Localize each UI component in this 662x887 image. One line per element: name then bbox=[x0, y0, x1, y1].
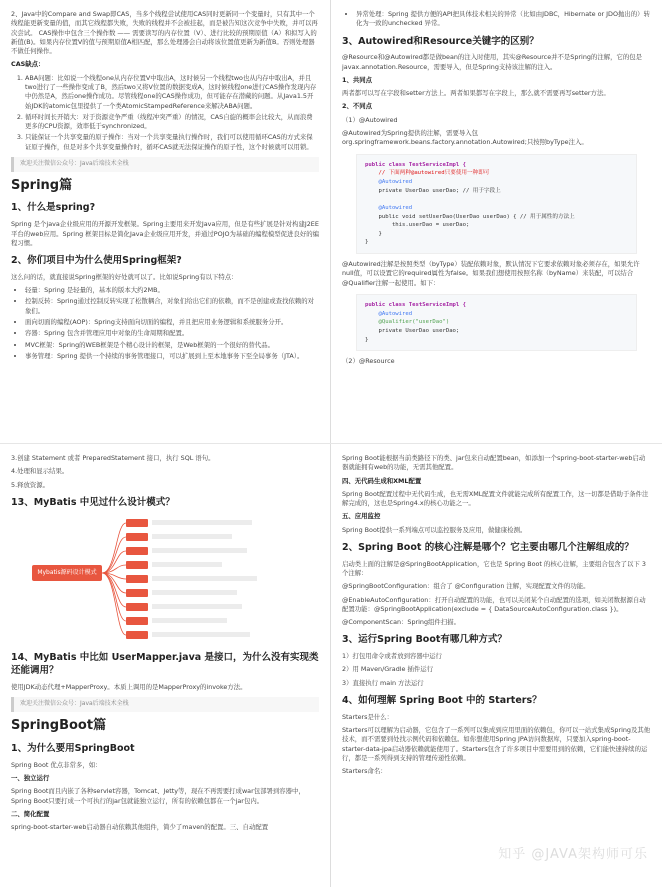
list-item: • 容器：Spring 包含并管理应用中对象的生命周期和配置。 bbox=[25, 329, 319, 338]
list-item: 3. 只能保证一个共享变量的原子操作：当对一个共享变量执行操作时，我们可以使用循环CAS的方式来保证原子操作，但是对多个共享变量操作时，循环CAS就无法保证操作的原子性，这个时候就可以用锁。 bbox=[25, 133, 319, 152]
step-text: 3.创建 Statement 或者 PreparedStatement 接口，执行 SQL 语句。 bbox=[11, 454, 215, 462]
list-item: • 控制反转：Spring通过控制反转实现了松散耦合，对象们给出它们的依赖，而不是创建或查找依赖的对象们。 bbox=[25, 297, 319, 316]
list-item: • 事务管理：Spring 提供一个持续的事务管理接口，可以扩展到上至本地事务下至全局事务（JTA）。 bbox=[25, 352, 319, 361]
list-item: • MVC框架：Spring的WEB框架是个精心设计的框架，是Web框架的一个很好的替代品。 bbox=[25, 341, 319, 350]
code-line: private UserDao userDao; bbox=[365, 327, 460, 334]
mindmap-node bbox=[126, 547, 148, 555]
mindmap-node bbox=[126, 617, 148, 625]
mindmap-node bbox=[126, 575, 148, 583]
answer-text: spring-boot-starter-web启动器自动依赖其他组件，简少了maven的配置。三、自动配置 bbox=[11, 823, 269, 832]
question-heading: 1、什么是spring? bbox=[11, 202, 96, 214]
subheading: Starters命名： bbox=[342, 767, 387, 776]
question-heading: 14、MyBatis 中比如 UserMapper.java 是接口，为什么没有实现类还能调用？ bbox=[11, 651, 319, 677]
answer-text: @Autowired为Spring提供的注解，需要导入包org.springframework.beans.factory.annotation.Autowired;只按照byType注入。 bbox=[342, 129, 588, 147]
subheading: 一、独立运行 bbox=[11, 774, 50, 782]
code-line: @Autowired bbox=[365, 204, 413, 211]
step-text: 4.处理和显示结果。 bbox=[11, 467, 69, 476]
list-item: 1. ABA问题：比如说一个线程one从内存位置V中取出A，这时候另一个线程two也从内存中取出A，并且two进行了一些操作变成了B，然后two又将V位置的数据变成A，这时候线程one进行CAS操作发现内存中仍然是A，然后one操作成功。尽管线程one的CAS操作成功，但可能存在潜藏的问题。从Java1.5开始JDK的atomic包里提供了一个类AtomicStampedReference来解决ABA问题。 bbox=[25, 74, 319, 111]
document-page-3 bbox=[0, 444, 331, 887]
subheading: 二、简化配置 bbox=[11, 809, 50, 818]
code-line: this.userDao = userDao; bbox=[365, 222, 470, 229]
code-line: @Qualifier("userDao") bbox=[365, 319, 450, 326]
run-method: 1）打包用命令或者放到容器中运行 bbox=[342, 652, 442, 661]
code-block-autowired bbox=[356, 154, 637, 255]
step-text: 5.释放资源。 bbox=[11, 480, 50, 489]
list-item: • 轻量：Spring 是轻量的，基本的版本大约2MB。 bbox=[25, 286, 319, 295]
answer-text: Spring Boot能根据当前类路径下的类、jar包来自动配置bean，如添加一个spring-boot-starter-web启动器就能拥有web的功能，无需其他配置。 bbox=[342, 454, 646, 472]
mindmap-branch-text bbox=[152, 576, 257, 581]
mindmap-branch-text bbox=[152, 604, 242, 609]
document-page-4 bbox=[331, 444, 662, 887]
code-line: @Autowired bbox=[365, 310, 413, 317]
section-title-spring: Spring篇 bbox=[11, 177, 73, 193]
answer-text: 这么问的话，就直接说Spring框架的好处就可以了。比如说Spring有以下特点： bbox=[11, 272, 238, 281]
answer-text: @Resource和@Autowired都是做bean的注入时使用，其实@Resource并不是Spring的注解，它的包是javax.annotation.Resource，需要导入，但是Spring支持该注解的注入。 bbox=[342, 53, 643, 71]
mindmap-node bbox=[126, 589, 148, 597]
zhihu-watermark: 知乎 @JAVA架构师可乐 bbox=[498, 847, 648, 863]
question-heading: 3、Autowired和Resource关键字的区别？ bbox=[342, 35, 539, 47]
cas-drawbacks-title: CAS缺点： bbox=[11, 60, 45, 69]
question-heading: 3、运行Spring Boot有哪几种方式？ bbox=[342, 634, 507, 646]
answer-text: Spring Boot配置过程中无代码生成，也无需XML配置文件就能完成所有配置工作，这一切都是借助于条件注解完成的，这也是Spring4.x的核心功能之一。 bbox=[342, 489, 649, 508]
code-line: // 下面两种@autowired只要使用一种即可 bbox=[365, 170, 490, 177]
question-heading: 2、Spring Boot 的核心注解是哪个？它主要由哪几个注解组成的？ bbox=[342, 541, 634, 553]
answer-text: Spring 是个java企业级应用的开源开发框架。Spring主要用来开发Java应用，但是有些扩展是针对构建J2EE平台的web应用。Spring 框架目标是简化Java企业级应用开发，并通过POJO为基础的编程模型促进良好的编程习惯。 bbox=[11, 220, 320, 247]
answer-text: Spring Boot提供一系列端点可以监控服务及应用，做健康检测。 bbox=[342, 525, 527, 534]
question-heading: 2、你们项目中为什么使用Spring框架? bbox=[11, 255, 182, 267]
run-method: 2）用 Maven/Gradle 插件运行 bbox=[342, 665, 434, 674]
mindmap-branch-text bbox=[152, 618, 227, 623]
answer-text: 使用JDK动态代理+MapperProxy。本质上调用的是MapperProxy的invoke方法。 bbox=[11, 683, 247, 692]
code-line: } bbox=[365, 239, 369, 246]
run-method: 3）直接执行 main 方法运行 bbox=[342, 678, 424, 687]
code-line: public void setUserDao(UserDao userDao) { // 用于属性的方法上 bbox=[365, 213, 575, 220]
question-heading: 4、如何理解 Spring Boot 中的 Starters？ bbox=[342, 695, 542, 707]
document-page-1 bbox=[0, 0, 331, 443]
annotation-text: @ComponentScan：Spring组件扫描。 bbox=[342, 618, 460, 627]
list-item: 2. 循环时间长开销大：对于资源竞争严重（线程冲突严重）的情况，CAS自旋的概率会比较大，从而浪费更多的CPU资源，效率低于synchronized。 bbox=[25, 113, 319, 132]
mindmap-node bbox=[126, 533, 148, 541]
design-pattern-mindmap bbox=[26, 515, 266, 643]
subheading: 1、共同点 bbox=[342, 75, 373, 84]
annotation-text: @SpringBootConfiguration：组合了 @Configuration 注解，实现配置文件的功能。 bbox=[342, 582, 590, 591]
spring-features-list bbox=[11, 286, 319, 361]
mindmap-node bbox=[126, 519, 148, 527]
code-line: } bbox=[365, 336, 369, 343]
answer-text: 两者都可以写在字段和setter方法上。两者如果都写在字段上，那么就不需要再写setter方法。 bbox=[342, 89, 610, 98]
subheading: 五、应用监控 bbox=[342, 512, 381, 521]
list-item: • 异常处理：Spring 提供方便的API把具体技术相关的异常（比如由JDBC，Hibernate or JDO抛出的）转化为一致的unchecked 异常。 bbox=[356, 10, 651, 29]
code-line: @Autowired bbox=[365, 178, 413, 185]
list-item: • 面向切面的编程(AOP)：Spring支持面向切面的编程，并且把应用业务逻辑和系统服务分开。 bbox=[25, 318, 319, 327]
answer-text: @Autowired注解是按照类型（byType）装配依赖对象，默认情况下它要求依赖对象必须存在，如果允许null值，可以设置它的required属性为false。如果我们想使用按照名称（byName）来装配，可以结合@Qualifier注解一起使用。如下： bbox=[342, 260, 640, 287]
mindmap-branch-text bbox=[152, 632, 250, 637]
mindmap-branch-text bbox=[152, 562, 222, 567]
follow-notice: 欢迎关注微信公众号：Java后端技术全栈 bbox=[11, 157, 319, 172]
code-line: private UserDao userDao; // 用于字段上 bbox=[365, 187, 501, 194]
mindmap-node bbox=[126, 603, 148, 611]
mindmap-node bbox=[126, 561, 148, 569]
exception-list bbox=[342, 10, 651, 29]
answer-text: 启动类上面的注解是@SpringBootApplication，它也是 Spring Boot 的核心注解，主要组合包含了以下 3 个注解： bbox=[342, 559, 646, 578]
code-line: public class TestServiceImpl { bbox=[365, 301, 467, 308]
answer-text: Spring Boot 优点非常多，如： bbox=[11, 760, 102, 769]
section-title-springboot: SpringBoot篇 bbox=[11, 718, 107, 734]
mindmap-node bbox=[126, 631, 148, 639]
subheading: Starters是什么： bbox=[342, 712, 394, 721]
cas-drawbacks-list bbox=[11, 74, 319, 152]
mindmap-root: Mybatis源码设计模式 bbox=[32, 565, 102, 581]
subheading: 2、不同点 bbox=[342, 102, 373, 111]
code-line: } bbox=[365, 230, 382, 237]
follow-notice: 欢迎关注微信公众号：Java后端技术全栈 bbox=[11, 697, 319, 712]
mindmap-branch-text bbox=[152, 534, 232, 539]
answer-text: Starters可以理解为启动器，它包含了一系列可以集成到应用里面的依赖包，你可以一站式集成Spring及其他技术，而不需要到处找示例代码和依赖包。如你想使用Spring JPA访问数据库，只要加入spring-boot-starter-data-jpa启动器依赖就能使用了。Starters包含了许多项目中需要用到的依赖，它们能快速持续的运行，都是一系列得到支持的管理传递性依赖。 bbox=[342, 726, 651, 762]
mindmap-branch-text bbox=[152, 590, 237, 595]
subheading: （2）@Resource bbox=[342, 357, 395, 366]
document-page-2 bbox=[331, 0, 662, 443]
subheading: 四、无代码生成和XML配置 bbox=[342, 476, 422, 485]
answer-text: Spring Boot而且内嵌了各种servlet容器，Tomcat、Jetty等，现在不再需要打成war包部署到容器中，Spring Boot只要打成一个可执行的jar包就能独立运行，所有的依赖包都在一个jar包内。 bbox=[11, 787, 305, 805]
mindmap-branch-text bbox=[152, 548, 247, 553]
question-heading: 13、MyBatis 中见过什么设计模式？ bbox=[11, 496, 175, 508]
question-heading: 1、为什么要用SpringBoot bbox=[11, 742, 135, 754]
code-line: public class TestServiceImpl { bbox=[365, 161, 467, 168]
mindmap-branch-text bbox=[152, 520, 252, 525]
subheading: （1）@Autowired bbox=[342, 115, 398, 124]
code-block-qualifier bbox=[356, 294, 637, 351]
annotation-text: @EnableAutoConfiguration：打开自动配置的功能，也可以关闭某个自动配置的选项，如关闭数据源自动配置功能：@SpringBootApplication(exclude = { DataSourceAutoConfiguration.class })。 bbox=[342, 595, 646, 613]
cas-intro: 2、Java中的Compare and Swap即CAS，当多个线程尝试使用CAS同时更新同一个变量时，只有其中一个线程能更新变量的值，而其它线程都失败，失败的线程并不会被挂起，而是被告知这次竞争中失败，并可以再次尝试。 CAS操作中包含三个操作数 —— 需要读写的内存位置（V）、进行比较的预期原值（A）和拟写入的新值(B)。如果内存位置V的值与预期原值A相匹配，那么处理器会自动将该位置值更新为新值B。否则处理器不做任何操作。 bbox=[11, 10, 318, 56]
